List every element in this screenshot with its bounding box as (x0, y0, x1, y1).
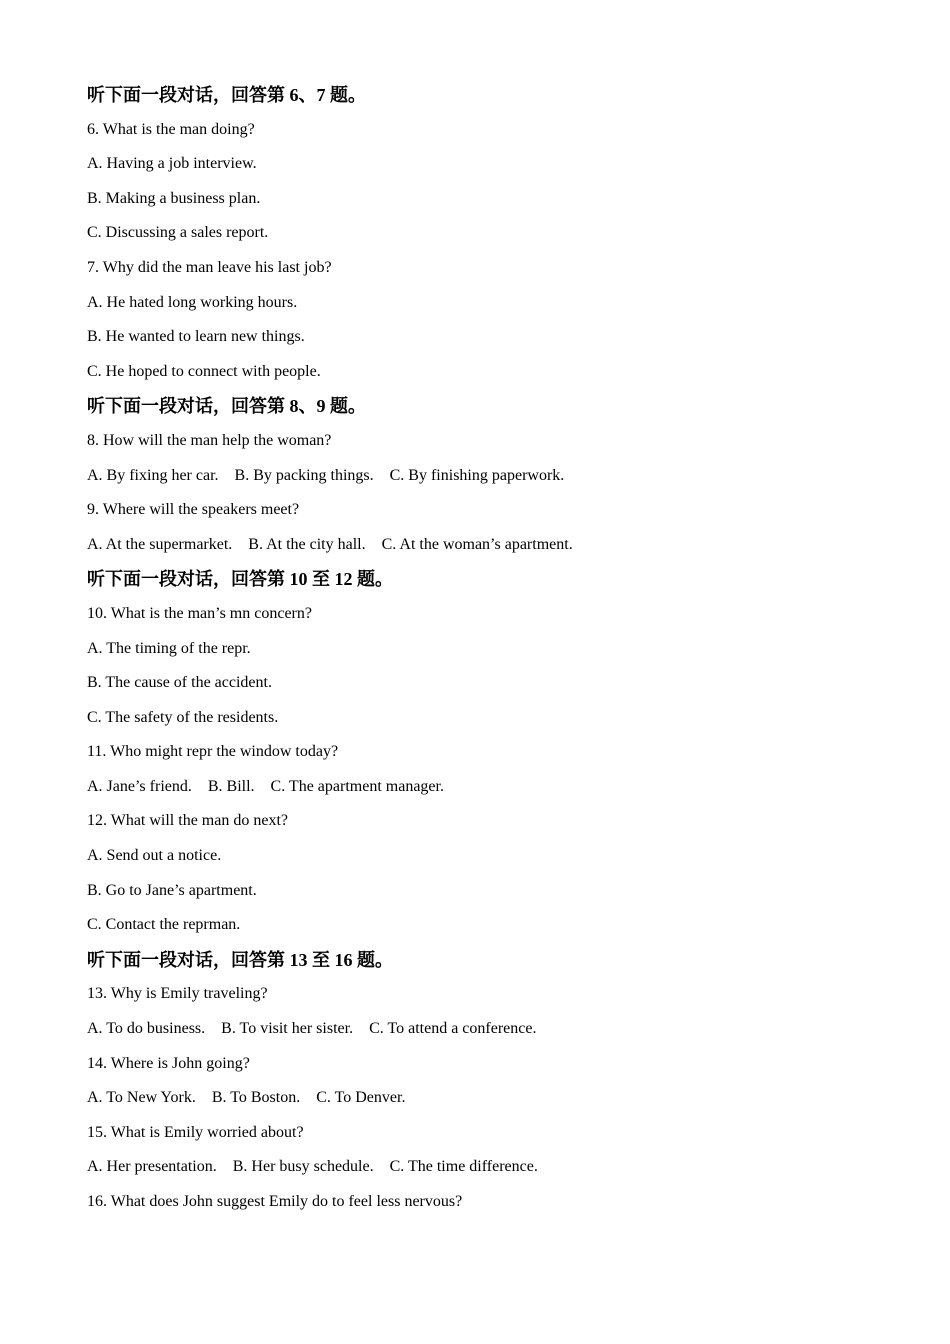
question-8: 8. How will the man help the woman? (87, 431, 332, 449)
section-heading: 听下面一段对话，回答第 8、9 题。 (87, 396, 366, 417)
options-14: A. To New York. B. To Boston. C. To Denver. (87, 1089, 406, 1107)
question-10: 10. What is the man’s mn concern? (87, 604, 312, 622)
question-15: 15. What is Emily worried about? (87, 1123, 304, 1141)
options-9: A. At the supermarket. B. At the city hall. C. At the woman’s apartment. (87, 535, 573, 553)
option-12b: B. Go to Jane’s apartment. (87, 881, 257, 899)
question-6: 6. What is the man doing? (87, 120, 255, 138)
option-7c: C. He hoped to connect with people. (87, 362, 321, 380)
section-heading: 听下面一段对话，回答第 13 至 16 题。 (87, 949, 393, 970)
option-6a: A. Having a job interview. (87, 155, 257, 173)
section-heading: 听下面一段对话，回答第 10 至 12 题。 (87, 569, 393, 590)
options-13: A. To do business. B. To visit her sister. C. To attend a conference. (87, 1020, 537, 1038)
document-page (87, 78, 887, 1220)
section-heading: 听下面一段对话，回答第 6、7 题。 (87, 85, 366, 105)
question-9: 9. Where will the speakers meet? (87, 501, 300, 519)
options-15: A. Her presentation. B. Her busy schedule. C. The time difference. (87, 1158, 538, 1176)
question-14: 14. Where is John going? (87, 1054, 250, 1072)
question-13: 13. Why is Emily traveling? (87, 985, 268, 1003)
option-10b: B. The cause of the accident. (87, 674, 272, 692)
options-11: A. Jane’s friend. B. Bill. C. The apartment manager. (87, 777, 444, 795)
question-11: 11. Who might repr the window today? (87, 743, 339, 761)
option-12c: C. Contact the reprman. (87, 916, 241, 934)
option-10c: C. The safety of the residents. (87, 708, 279, 726)
option-6c: C. Discussing a sales report. (87, 224, 269, 242)
question-16: 16. What does John suggest Emily do to feel less nervous? (87, 1193, 463, 1210)
options-8: A. By fixing her car. B. By packing things. C. By finishing paperwork. (87, 466, 565, 484)
question-7: 7. Why did the man leave his last job? (87, 258, 332, 276)
option-7a: A. He hated long working hours. (87, 293, 298, 311)
option-6b: B. Making a business plan. (87, 189, 261, 207)
option-10a: A. The timing of the repr. (87, 639, 251, 657)
option-7b: B. He wanted to learn new things. (87, 328, 305, 346)
option-12a: A. Send out a notice. (87, 847, 222, 865)
question-12: 12. What will the man do next? (87, 812, 288, 830)
